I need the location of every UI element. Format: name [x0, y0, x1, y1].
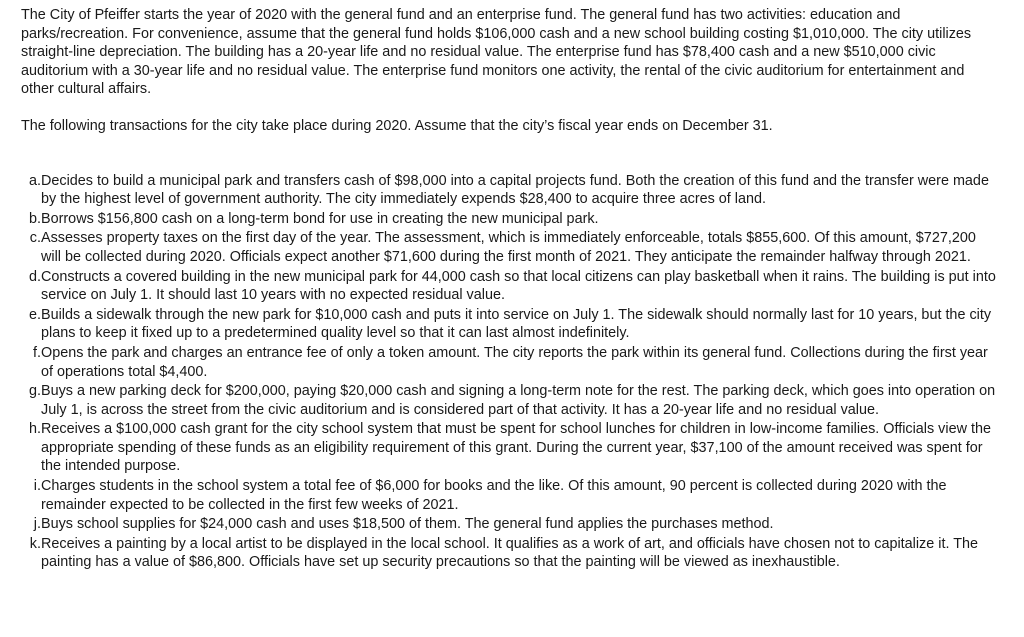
list-item	[21, 268, 998, 305]
item-text: Buys school supplies for $24,000 cash and uses $18,500 of them. The general fund applies the purchases method.	[41, 516, 774, 533]
item-text: Builds a sidewalk through the new park for $10,000 cash and puts it into service on July 1. The sidewalk should normally last for 10 years, but the city plans to keep it fixed up to a predetermined quality level so that it can last almost indefinitely.	[41, 306, 992, 342]
list-item	[21, 382, 998, 419]
item-marker: h.	[28, 421, 41, 438]
list-item	[21, 344, 998, 381]
item-text: Assesses property taxes on the first day of the year. The assessment, which is immediately enforceable, totals $855,600. Of this amount, $727,200 will be collected during 2020. Officials expect another $71,600 during the first month of 2021. They anticipate the remainder halfway through 2021.	[41, 230, 976, 265]
item-marker: b.	[28, 210, 41, 227]
item-text: Borrows $156,800 cash on a long-term bond for use in creating the new municipal park.	[41, 210, 599, 227]
list-item	[21, 477, 998, 514]
item-marker: d.	[28, 268, 41, 285]
transaction-list	[21, 172, 998, 572]
list-item	[21, 210, 998, 229]
item-marker: f.	[33, 344, 41, 361]
list-item	[21, 535, 998, 572]
item-text: Receives a painting by a local artist to be displayed in the local school. It qualifies as a work of art, and officials have chosen not to capitalize it. The painting has a value of $86,800. Officials have set up security precautions so that the painting will be viewed as inexhaustible.	[41, 535, 978, 571]
item-text: Constructs a covered building in the new municipal park for 44,000 cash so that local citizens can play basketball when it rains. The building is put into service on July 1. It should last 10 years with no expected residual value.	[41, 268, 996, 304]
list-item	[21, 229, 998, 266]
item-text: Receives a $100,000 cash grant for the city school system that must be spent for school lunches for children in low-income families. Officials view the appropriate spending of these funds as an eligibility requirement of this grant. During the current year, $37,100 of the amount received was spent for the intended purpose.	[41, 421, 991, 475]
item-text: Opens the park and charges an entrance fee of only a token amount. The city reports the park within its general fund. Collections during the first year of operations total $4,400.	[41, 344, 988, 380]
item-marker: j.	[33, 516, 41, 533]
intro-paragraph: The City of Pfeiffer starts the year of 2020 with the general fund and an enterprise fund. The general fund has two activities: education and parks/recreation. For convenience, assume that the general fund holds $106,000 cash and a new school building costing $1,010,000. The city utilizes straight-line depreciation. The building has a 20-year life and no residual value. The enterprise fund has $78,400 cash and a new $510,000 civic auditorium with a 30-year life and no residual value. The enterprise fund monitors one activity, the rental of the civic auditorium for entertainment and other cultural affairs.	[21, 7, 972, 98]
list-item	[21, 420, 998, 476]
item-marker: g.	[28, 383, 41, 400]
item-marker: a.	[28, 172, 41, 189]
lead-paragraph: The following transactions for the city take place during 2020. Assume that the city’s fiscal year ends on December 31.	[21, 117, 773, 134]
item-text: Decides to build a municipal park and transfers cash of $98,000 into a capital projects fund. Both the creation of this fund and the transfer were made by the highest level of government authority. The city immediately expends $28,400 to acquire three acres of land.	[41, 172, 989, 208]
list-item	[21, 515, 998, 534]
item-marker: e.	[28, 306, 41, 323]
item-text: Buys a new parking deck for $200,000, paying $20,000 cash and signing a long-term note for the rest. The parking deck, which goes into operation on July 1, is across the street from the civic auditorium and is considered part of that activity. It has a 20-year life and no residual value.	[41, 383, 996, 418]
item-marker: k.	[29, 535, 41, 552]
item-marker: i.	[33, 478, 41, 495]
list-item	[21, 172, 998, 209]
item-marker: c.	[29, 230, 41, 247]
list-item	[21, 306, 998, 343]
item-text: Charges students in the school system a total fee of $6,000 for books and the like. Of this amount, 90 percent is collected during 2020 with the remainder expected to be collected in the first few weeks of 2021.	[41, 478, 947, 513]
